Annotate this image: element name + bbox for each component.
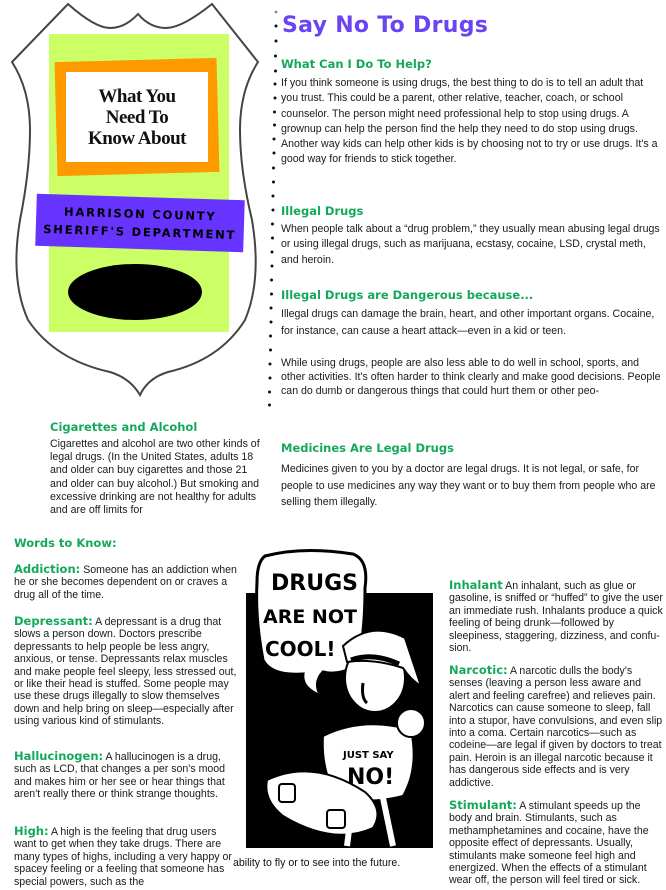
section-body-illegal-drugs: When people talk about a “drug problem,” they usually mean abusing legal drugs or using illegal drugs, such as marijuana, ecstasy, cocaine, LSD, crystal meth, and heroin. [281,223,660,266]
glossary-item-inhalant [449,579,664,654]
glossary-definition: A narcotic dulls the body's senses (leaving a person less aware and alert and feeling carefree) and relieves pain. Narcotics can cause someone to sleep, fall into a stupor, have convulsions, and even slip into a coma. Certain narcotics—such as codeine—are legal if given by doctors to treat pain. Heroin is an illegal narcotic because it has dangerous side effects and is very addictive. [449,665,663,789]
section-heading-illegal-drugs: Illegal Drugs [281,204,364,218]
badge-headline-line-2: Need To [105,106,169,128]
glossary-term: Stimulant: [449,798,517,812]
glossary-term: Hallucinogen: [14,749,104,763]
dotted-divider [262,8,278,408]
glossary-definition: A hallucinogen is a drug, such as LCD, that changes a per son's mood and makes him or her see or hear things that aren't really there or think strange thoughts. [14,751,226,801]
glossary-term: Depressant: [14,614,93,628]
glossary-item-hallucinogen [14,750,239,801]
badge-headline-line-3: Know About [88,127,186,149]
glossary-item-addiction [14,563,239,601]
glossary-definition: Someone has an addiction when he or she becomes dependent on or craves a drug all of the time. [14,564,237,601]
department-band [35,194,245,253]
section-heading-dangerous: Illegal Drugs are Dangerous because... [281,288,534,302]
glossary-item-narcotic [449,664,664,789]
drugs-are-not-cool-cartoon [243,548,438,851]
glossary-term: Addiction: [14,562,81,576]
speech-line-3: COOL! [265,637,336,661]
glossary-term: High: [14,824,49,838]
glossary-term: Inhalant [449,578,503,592]
glossary-definition: A high is the feeling that drug users want to get when they take drugs. There are many types of highs, including a very happy or spacey feeling or a feeling that someone has special powers, such as the [14,826,232,888]
department-line-2: SHERIFF'S DEPARTMENT [43,221,237,243]
speech-line-2: ARE NOT [263,606,357,628]
section-body-dangerous-2: While using drugs, people are also less able to do well in school, sports, and other activities. It's often harder to think clearly and make good decisions. People can do dumb or dangerous things that could hurt them or other peo- [281,357,661,397]
glossary-item-high [14,825,239,888]
section-body-cigarettes: Cigarettes and alcohol are two other kinds of legal drugs. (In the United States, adults 18 and older can buy cigarettes and those 21 and older can buy alcohol.) But smoking and excessive drinking are not healthy for adults and are off limits for [50,438,260,517]
glossary-item-depressant [14,615,239,728]
speech-line-1: DRUGS [271,571,358,596]
badge-oval [68,264,202,320]
page-title: Say No To Drugs [282,13,489,38]
section-body-dangerous: Illegal drugs can damage the brain, heart, and other important organs. Cocaine, for instance, can cause a heart attack—even in a kid or teen. [281,308,655,337]
glossary-definition: An inhalant, such as glue or gasoline, is sniffed or “huffed” to give the user an immediate rush. Inhalants produce a quick feeling of being drunk—followed by sleepiness, staggering, dizziness, and confu-sion. [449,580,663,655]
section-heading-cigarettes: Cigarettes and Alcohol [50,420,198,434]
section-heading-help: What Can I Do To Help? [281,57,432,71]
glossary-definition: A stimulant speeds up the body and brain. Stimulants, such as methamphetamines and cocaine, have the opposite effect of depressants. Usually, stimulants make someone feel high and energized. When the effects of a stimulant wear off, the person will feel tired or sick. [449,800,649,887]
section-heading-medicines: Medicines Are Legal Drugs [281,441,454,455]
words-to-know-heading: Words to Know: [14,536,117,550]
badge-headline-line-1: What You [98,85,176,107]
badge-headline [66,72,208,162]
section-body-medicines: Medicines given to you by a doctor are legal drugs. It is not legal, or safe, for people to use medicines any way they want or to buy them from people who are selling them illegally. [281,463,656,508]
glossary-definition: A depressant is a drug that slows a person down. Doctors prescribe depressants to help people be less angry, anxious, or tense. Depressants relax muscles and make people feel sleepy, less stressed out, or like their head is stuffed. Some people may use these drugs illegally to slow themselves down and help bring on sleep—especially after using various kind of stimulants. [14,616,237,728]
shirt-line-2: NO! [347,765,395,790]
glossary-term: Narcotic: [449,663,508,677]
glossary-item-high-continuation: ability to fly or to see into the future. [233,857,401,869]
section-body-help: If you think someone is using drugs, the best thing to do is to tell an adult that you trust. This could be a parent, other relative, teacher, coach, or school counselor. The person might need professional help to stop using drugs. A grownup can help the person find the help they need to do stop using drugs. Another way kids can help other kids is by choosing not to try or use drugs. It's a good way for friends to stick together. [281,77,658,166]
department-line-1: HARRISON COUNTY [63,204,217,224]
shirt-line-1: JUST SAY [343,750,394,761]
glossary-item-stimulant [449,799,664,887]
